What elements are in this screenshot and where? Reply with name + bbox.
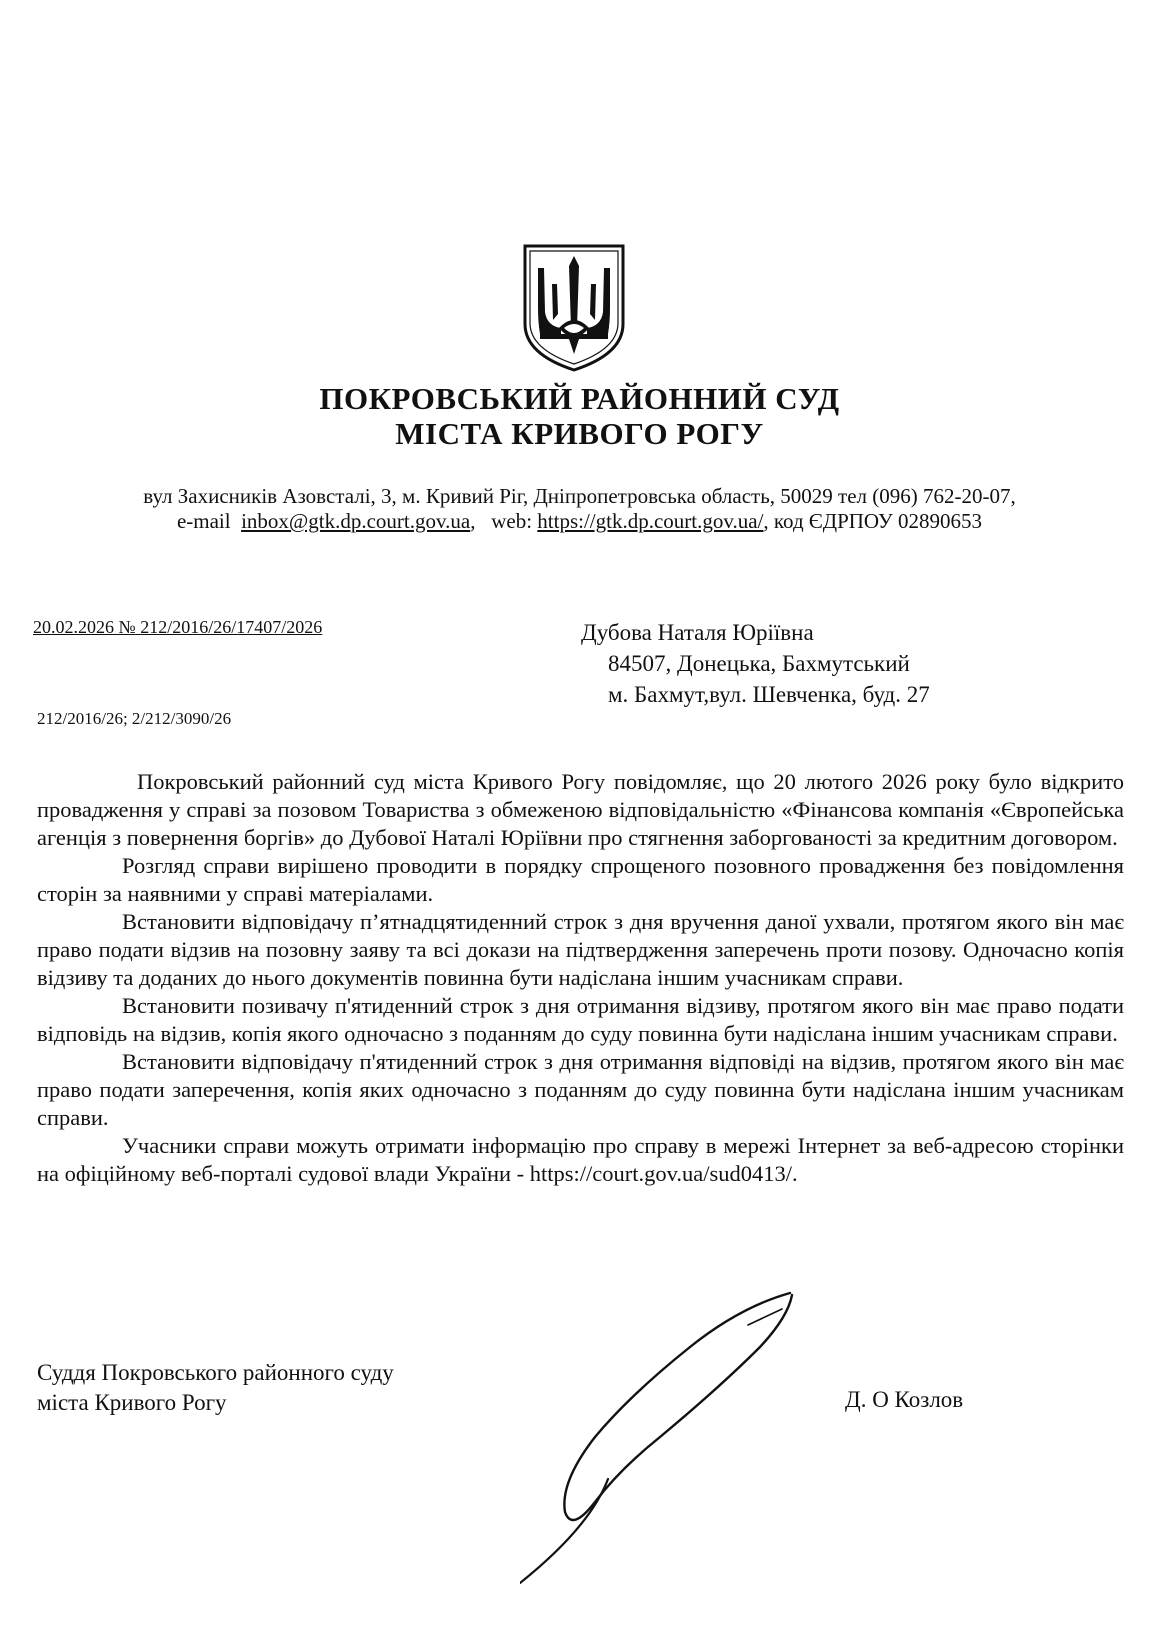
handwritten-signature [520,1287,830,1587]
court-address: вул Захисників Азовсталі, 3, м. Кривий Ріг, Дніпропетровська область, 50029 тел (096) 762-20-07, [143,484,1016,508]
web-label: web: [491,509,533,533]
letter-body [37,768,1124,1188]
court-contacts: e-mail inbox@gtk.dp.court.gov.ua, web: https://gtk.dp.court.gov.ua/, код ЄДРПОУ 02890653 [176,509,983,533]
court-name-line2: МІСТА КРИВОГО РОГУ [395,416,764,451]
addressee-address-line1: 84507, Донецька, Бахмутський [608,651,910,676]
number-sign: № [118,617,136,637]
body-paragraph: Розгляд справи вирішено проводити в порядку спрощеного позовного провадження без повідомлення сторін за наявними у справі матеріалами. [37,853,1124,906]
email-link[interactable]: inbox@gtk.dp.court.gov.ua [241,509,471,533]
body-paragraph: Встановити позивачу п'ятиденний строк з дня отримання відзиву, протягом якого він має право подати відповідь на відзив, копія якого одночасно з поданням до суду повинна бути надіслана іншим учасникам справи. [37,993,1124,1046]
email-label: e-mail [176,509,231,533]
judge-title [37,1358,394,1418]
outgoing-reference [33,617,322,638]
addressee-address-line2: м. Бахмут,вул. Шевченка, буд. 27 [608,682,930,707]
coat-of-arms-icon [521,242,627,374]
addressee-block [581,617,930,710]
body-paragraph: Встановити відповідачу п'ятиденний строк з дня отримання відповіді на відзив, протягом якого він має право подати заперечення, копія яких одночасно з поданням до суду повинна бути надіслана іншим учасникам справи. [37,1049,1124,1130]
outgoing-date: 20.02.2026 [33,617,114,637]
judge-title-line1: Суддя Покровського районного суду [37,1360,394,1385]
judge-title-line2: міста Кривого Рогу [37,1390,227,1415]
edrpou-code: код ЄДРПОУ 02890653 [773,509,983,533]
judge-name: Д. О Козлов [845,1387,964,1412]
addressee-name: Дубова Наталя Юріївна [581,620,814,645]
case-references: 212/2016/26; 2/212/3090/26 [37,709,232,728]
body-paragraph: Покровський районний суд міста Кривого Рогу повідомляє, що 20 лютого 2026 року було відкрито провадження у справі за позовом Товариства з обмеженою відповідальністю «Фінансова компанія «Європейська агенція з повернення боргів» до Дубової Наталі Юріївни про стягнення заборгованості за кредитним договором. [37,769,1124,850]
court-name-line1: ПОКРОВСЬКИЙ РАЙОННИЙ СУД [319,381,840,416]
web-link[interactable]: https://gtk.dp.court.gov.ua/ [537,509,764,533]
body-paragraph: Учасники справи можуть отримати інформацію про справу в мережі Інтернет за веб-адресою сторінки на офіційному веб-порталі судової влади України - https://court.gov.ua/sud0413/. [37,1133,1124,1186]
body-paragraph: Встановити відповідачу п’ятнадцятиденний строк з дня вручення даної ухвали, протягом якого він має право подати відзив на позовну заяву та всі докази на підтвердження заперечень проти позову. Одночасно копія відзиву та доданих до нього документів повинна бути надіслана іншим учасникам справи. [37,909,1124,990]
outgoing-number: 212/2016/26/17407/2026 [140,617,323,637]
